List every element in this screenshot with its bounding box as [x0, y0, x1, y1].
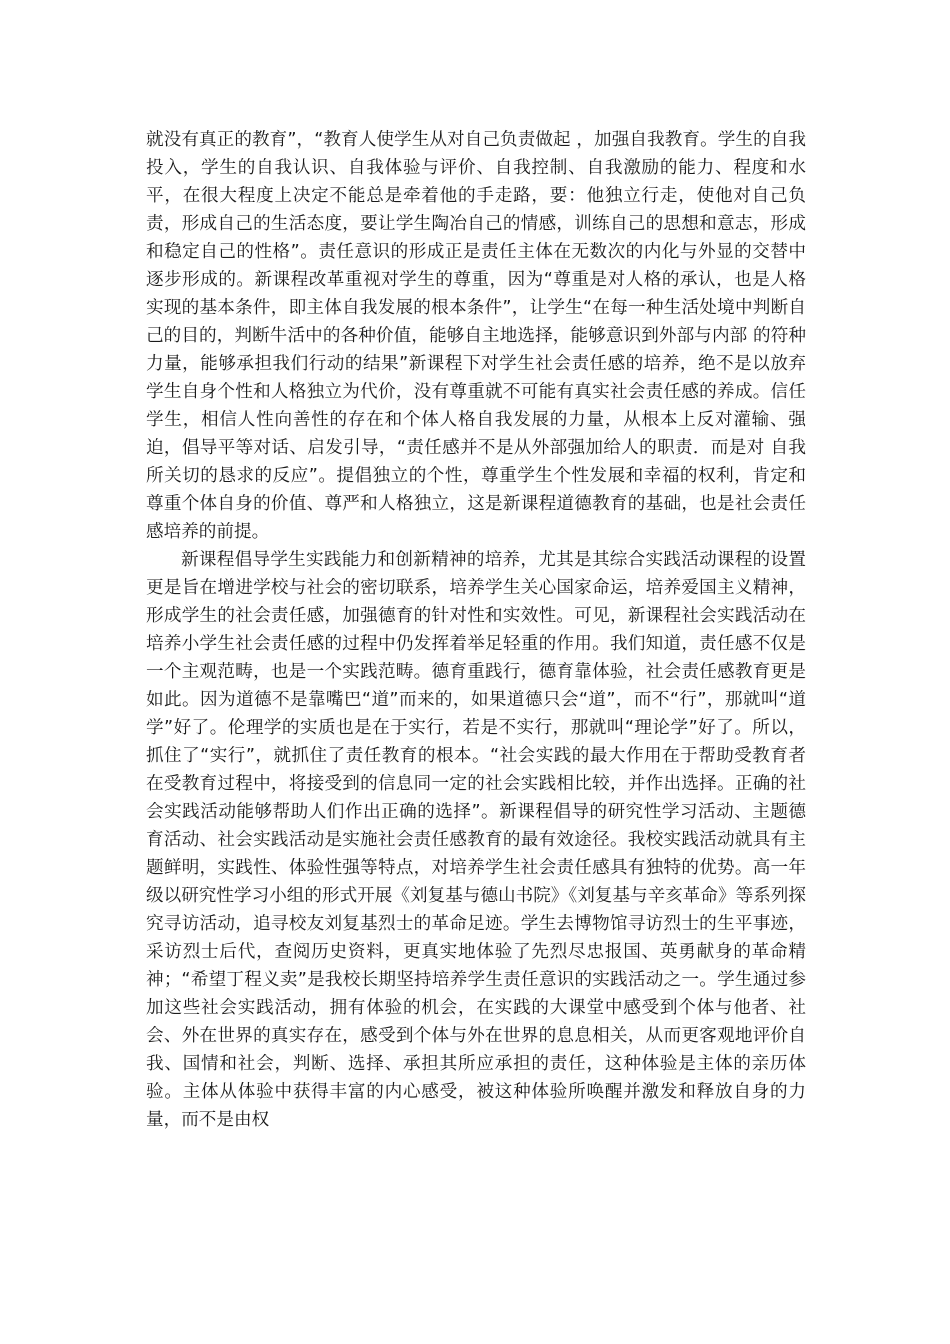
paragraph-2: 新课程倡导学生实践能力和创新精神的培养，尤其是其综合实践活动课程的设置更是旨在增进学校与社会的密切联系，培养学生关心国家命运，培养爱国主义精神，形成学生的社会责任感，加强德育的针对性和实效性。可见，新课程社会实践活动在培养小学生社会责任感的过程中仍发挥着举足轻重的作用。我们知道，责任感不仅是一个主观范畴，也是一个实践范畴。德育重践行，德育靠体验，社会责任感教育更是如此。因为道德不是靠嘴巴“道”而来的，如果道德只会“道”，而不“行”，那就叫“道学”好了。伦理学的实质也是在于实行，若是不实行，那就叫“理论学”好了。所以，抓住了“实行”，就抓住了责任教育的根本。“社会实践的最大作用在于帮助受教育者在受教育过程中，将接受到的信息同一定的社会实践相比较，并作出选择。正确的社会实践活动能够帮助人们作出正确的选择”。新课程倡导的研究性学习活动、主题德育活动、社会实践活动是实施社会责任感教育的最有效途径。我校实践活动就具有主题鲜明，实践性、体验性强等特点，对培养学生社会责任感具有独特的优势。高一年级以研究性学习小组的形式开展《刘复基与德山书院》《刘复基与辛亥革命》等系列探究寻访活动，追寻校友刘复基烈士的革命足迹。学生去博物馆寻访烈士的生平事迹，采访烈士后代，查阅历史资料，更真实地体验了先烈尽忠报国、英勇献身的革命精神；“希望丁程义卖”是我校长期坚持培养学生责任意识的实践活动之一。学生通过参加这些社会实践活动，拥有体验的机会，在实践的大课堂中感受到个体与他者、社会、外在世界的真实存在，感受到个体与外在世界的息息相关，从而更客观地评价自我、国情和社会，判断、选择、承担其所应承担的责任，这种体验是主体的亲历体验。主体从体验中获得丰富的内心感受，被这种体验所唤醒并激发和释放自身的力量，而不是由权 — [146, 550, 806, 1130]
paragraph-1: 就没有真正的教育”，“教育人使学生从对自己负责做起 ，加强自我教育。学生的自我投入，学生的自我认识、自我体验与评价、自我控制、自我激励的能力、程度和水平，在很大程度上决定不能总是牵着他的手走路，要：他独立行走，使他对自己负责，形成自己的生活态度，要让学生陶冶自己的情感，训练自己的思想和意志，形成和稳定自己的性格”。责任意识的形成正是责任主体在无数次的内化与外显的交替中逐步形成的。新课程改革重视对学生的尊重，因为“尊重是对人格的承认，也是人格实现的基本条件，即主体自我发展的根本条件”，让学生“在每一种生活处境中判断自己的目的，判断牛活中的各种价值，能够自主地选择，能够意识到外部与内部 的符种力量，能够承担我们行动的结果”新课程下对学生社会责任感的培养，绝不是以放弃学生自身个性和人格独立为代价，没有尊重就不可能有真实社会责任感的养成。信任学生，相信人性向善性的存在和个体人格自我发展的力量，从根本上反对灌输、强迫，倡导平等对话、启发引导，“责任感并不是从外部强加给人的职责．而是对 自我所关切的恳求的反应”。提倡独立的个性，尊重学生个性发展和幸福的权利，肯定和尊重个体自身的价值、尊严和人格独立，这是新课程道德教育的基础，也是社会责任感培养的前提。 — [146, 130, 806, 542]
document-body — [146, 126, 806, 1134]
